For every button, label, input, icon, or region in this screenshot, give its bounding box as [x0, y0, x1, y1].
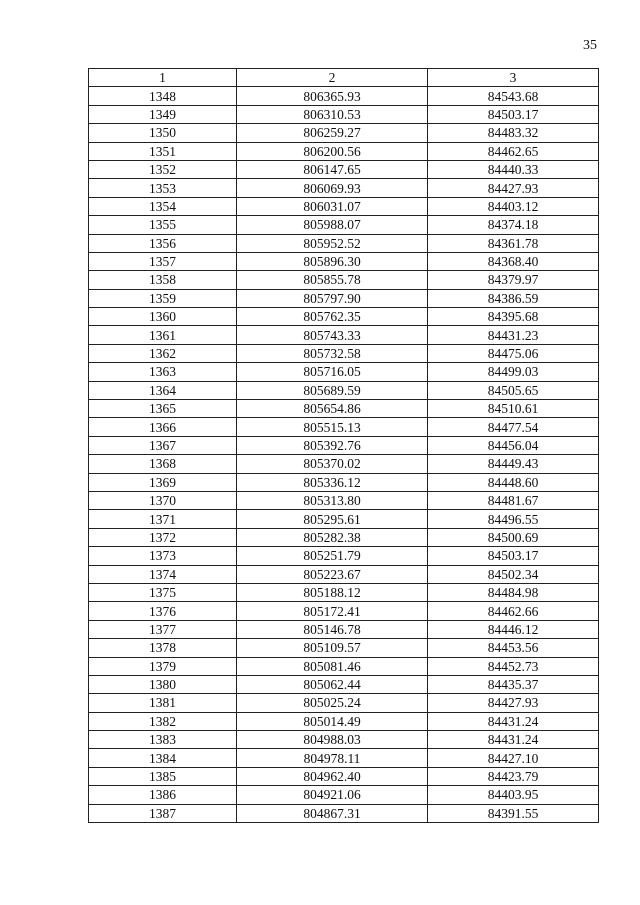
table-row: [89, 216, 599, 234]
y-coordinate-cell: 84374.18: [428, 216, 599, 234]
y-coordinate-cell: 84431.24: [428, 731, 599, 749]
table-row: [89, 657, 599, 675]
table-row: [89, 547, 599, 565]
y-coordinate-cell: 84462.65: [428, 142, 599, 160]
y-coordinate-cell: 84452.73: [428, 657, 599, 675]
y-coordinate-cell: 84483.32: [428, 124, 599, 142]
point-number-cell: 1363: [89, 363, 237, 381]
table-row: [89, 712, 599, 730]
table-row: [89, 639, 599, 657]
point-number-cell: 1376: [89, 602, 237, 620]
point-number-cell: 1377: [89, 620, 237, 638]
table-body: [89, 87, 599, 823]
point-number-cell: 1381: [89, 694, 237, 712]
table-row: [89, 620, 599, 638]
y-coordinate-cell: 84427.10: [428, 749, 599, 767]
point-number-cell: 1383: [89, 731, 237, 749]
table-row: [89, 308, 599, 326]
y-coordinate-cell: 84391.55: [428, 804, 599, 822]
x-coordinate-cell: 804978.11: [237, 749, 428, 767]
x-coordinate-cell: 805282.38: [237, 528, 428, 546]
point-number-cell: 1354: [89, 197, 237, 215]
y-coordinate-cell: 84431.23: [428, 326, 599, 344]
table-row: [89, 105, 599, 123]
x-coordinate-cell: 805392.76: [237, 436, 428, 454]
y-coordinate-cell: 84449.43: [428, 455, 599, 473]
x-coordinate-cell: 805689.59: [237, 381, 428, 399]
table-row: [89, 234, 599, 252]
x-coordinate-cell: 805295.61: [237, 510, 428, 528]
table-row: [89, 694, 599, 712]
point-number-cell: 1350: [89, 124, 237, 142]
table-header-row: [89, 69, 599, 87]
x-coordinate-cell: 804921.06: [237, 786, 428, 804]
point-number-cell: 1375: [89, 583, 237, 601]
table-row: [89, 436, 599, 454]
table-row: [89, 455, 599, 473]
table-row: [89, 363, 599, 381]
x-coordinate-cell: 805716.05: [237, 363, 428, 381]
y-coordinate-cell: 84484.98: [428, 583, 599, 601]
table-row: [89, 142, 599, 160]
point-number-cell: 1385: [89, 767, 237, 785]
page-number: 35: [583, 38, 597, 53]
y-coordinate-cell: 84477.54: [428, 418, 599, 436]
point-number-cell: 1355: [89, 216, 237, 234]
x-coordinate-cell: 806365.93: [237, 87, 428, 105]
x-coordinate-cell: 806259.27: [237, 124, 428, 142]
table-row: [89, 528, 599, 546]
x-coordinate-cell: 805081.46: [237, 657, 428, 675]
point-number-cell: 1374: [89, 565, 237, 583]
table-row: [89, 87, 599, 105]
table-row: [89, 197, 599, 215]
y-coordinate-cell: 84543.68: [428, 87, 599, 105]
point-number-cell: 1360: [89, 308, 237, 326]
x-coordinate-cell: 805988.07: [237, 216, 428, 234]
x-coordinate-cell: 805146.78: [237, 620, 428, 638]
table-row: [89, 326, 599, 344]
table-row: [89, 491, 599, 509]
y-coordinate-cell: 84510.61: [428, 400, 599, 418]
table-row: [89, 289, 599, 307]
y-coordinate-cell: 84505.65: [428, 381, 599, 399]
x-coordinate-cell: 806200.56: [237, 142, 428, 160]
column-header-2: 2: [237, 69, 428, 87]
y-coordinate-cell: 84403.95: [428, 786, 599, 804]
y-coordinate-cell: 84379.97: [428, 271, 599, 289]
y-coordinate-cell: 84386.59: [428, 289, 599, 307]
point-number-cell: 1349: [89, 105, 237, 123]
point-number-cell: 1370: [89, 491, 237, 509]
point-number-cell: 1365: [89, 400, 237, 418]
table-row: [89, 602, 599, 620]
point-number-cell: 1378: [89, 639, 237, 657]
x-coordinate-cell: 806147.65: [237, 160, 428, 178]
point-number-cell: 1368: [89, 455, 237, 473]
table-row: [89, 749, 599, 767]
x-coordinate-cell: 805223.67: [237, 565, 428, 583]
y-coordinate-cell: 84496.55: [428, 510, 599, 528]
point-number-cell: 1357: [89, 252, 237, 270]
x-coordinate-cell: 805188.12: [237, 583, 428, 601]
y-coordinate-cell: 84462.66: [428, 602, 599, 620]
y-coordinate-cell: 84361.78: [428, 234, 599, 252]
column-header-3: 3: [428, 69, 599, 87]
point-number-cell: 1356: [89, 234, 237, 252]
table-row: [89, 675, 599, 693]
y-coordinate-cell: 84499.03: [428, 363, 599, 381]
y-coordinate-cell: 84435.37: [428, 675, 599, 693]
x-coordinate-cell: 805952.52: [237, 234, 428, 252]
y-coordinate-cell: 84453.56: [428, 639, 599, 657]
y-coordinate-cell: 84395.68: [428, 308, 599, 326]
table-row: [89, 160, 599, 178]
point-number-cell: 1366: [89, 418, 237, 436]
x-coordinate-cell: 805654.86: [237, 400, 428, 418]
x-coordinate-cell: 804988.03: [237, 731, 428, 749]
x-coordinate-cell: 805014.49: [237, 712, 428, 730]
y-coordinate-cell: 84423.79: [428, 767, 599, 785]
point-number-cell: 1373: [89, 547, 237, 565]
point-number-cell: 1362: [89, 344, 237, 362]
table-row: [89, 510, 599, 528]
x-coordinate-cell: 805515.13: [237, 418, 428, 436]
y-coordinate-cell: 84475.06: [428, 344, 599, 362]
y-coordinate-cell: 84440.33: [428, 160, 599, 178]
point-number-cell: 1387: [89, 804, 237, 822]
point-number-cell: 1353: [89, 179, 237, 197]
point-number-cell: 1348: [89, 87, 237, 105]
y-coordinate-cell: 84448.60: [428, 473, 599, 491]
x-coordinate-cell: 806310.53: [237, 105, 428, 123]
table-row: [89, 786, 599, 804]
table-row: [89, 400, 599, 418]
point-number-cell: 1386: [89, 786, 237, 804]
table-row: [89, 731, 599, 749]
table-row: [89, 418, 599, 436]
point-number-cell: 1371: [89, 510, 237, 528]
column-header-1: 1: [89, 69, 237, 87]
x-coordinate-cell: 805855.78: [237, 271, 428, 289]
x-coordinate-cell: 805743.33: [237, 326, 428, 344]
x-coordinate-cell: 805336.12: [237, 473, 428, 491]
point-number-cell: 1379: [89, 657, 237, 675]
table-row: [89, 583, 599, 601]
y-coordinate-cell: 84503.17: [428, 547, 599, 565]
x-coordinate-cell: 805109.57: [237, 639, 428, 657]
y-coordinate-cell: 84403.12: [428, 197, 599, 215]
point-number-cell: 1351: [89, 142, 237, 160]
y-coordinate-cell: 84481.67: [428, 491, 599, 509]
x-coordinate-cell: 805062.44: [237, 675, 428, 693]
x-coordinate-cell: 804867.31: [237, 804, 428, 822]
point-number-cell: 1380: [89, 675, 237, 693]
x-coordinate-cell: 805797.90: [237, 289, 428, 307]
y-coordinate-cell: 84456.04: [428, 436, 599, 454]
table-row: [89, 252, 599, 270]
point-number-cell: 1372: [89, 528, 237, 546]
x-coordinate-cell: 805313.80: [237, 491, 428, 509]
y-coordinate-cell: 84427.93: [428, 179, 599, 197]
point-number-cell: 1382: [89, 712, 237, 730]
table-row: [89, 473, 599, 491]
point-number-cell: 1352: [89, 160, 237, 178]
point-number-cell: 1358: [89, 271, 237, 289]
x-coordinate-cell: 806069.93: [237, 179, 428, 197]
x-coordinate-cell: 805370.02: [237, 455, 428, 473]
point-number-cell: 1359: [89, 289, 237, 307]
point-number-cell: 1361: [89, 326, 237, 344]
point-number-cell: 1367: [89, 436, 237, 454]
y-coordinate-cell: 84368.40: [428, 252, 599, 270]
table-row: [89, 271, 599, 289]
y-coordinate-cell: 84427.93: [428, 694, 599, 712]
x-coordinate-cell: 805732.58: [237, 344, 428, 362]
table-row: [89, 124, 599, 142]
y-coordinate-cell: 84446.12: [428, 620, 599, 638]
table-row: [89, 179, 599, 197]
x-coordinate-cell: 804962.40: [237, 767, 428, 785]
x-coordinate-cell: 806031.07: [237, 197, 428, 215]
point-number-cell: 1364: [89, 381, 237, 399]
table-row: [89, 565, 599, 583]
x-coordinate-cell: 805251.79: [237, 547, 428, 565]
y-coordinate-cell: 84500.69: [428, 528, 599, 546]
x-coordinate-cell: 805762.35: [237, 308, 428, 326]
y-coordinate-cell: 84502.34: [428, 565, 599, 583]
point-number-cell: 1369: [89, 473, 237, 491]
y-coordinate-cell: 84431.24: [428, 712, 599, 730]
y-coordinate-cell: 84503.17: [428, 105, 599, 123]
table-row: [89, 344, 599, 362]
x-coordinate-cell: 805025.24: [237, 694, 428, 712]
coordinates-table: [88, 68, 599, 823]
x-coordinate-cell: 805172.41: [237, 602, 428, 620]
table-row: [89, 804, 599, 822]
x-coordinate-cell: 805896.30: [237, 252, 428, 270]
table-row: [89, 381, 599, 399]
point-number-cell: 1384: [89, 749, 237, 767]
table-row: [89, 767, 599, 785]
